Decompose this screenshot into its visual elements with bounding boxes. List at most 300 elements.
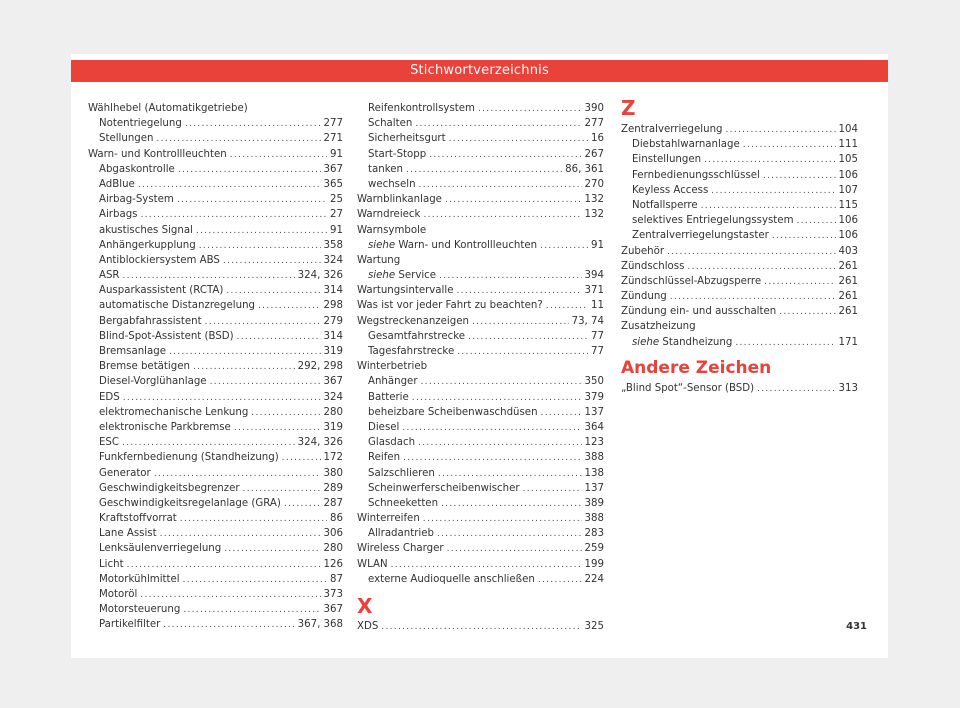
dot-leader <box>258 299 321 313</box>
dot-leader <box>177 193 327 207</box>
entry-text: EDS <box>99 391 120 403</box>
entry-text: Glasdach <box>368 437 416 449</box>
index-entry <box>88 162 343 177</box>
entry-page: 87 <box>330 573 343 585</box>
index-entry <box>88 541 343 556</box>
index-entry <box>88 116 343 131</box>
entry-page: 388 <box>584 513 604 525</box>
entry-page: 224 <box>584 573 604 585</box>
index-entry <box>357 298 604 313</box>
entry-term <box>368 162 403 177</box>
dot-leader <box>541 406 582 420</box>
entry-text: Zentralverriegelungstaster <box>632 230 769 242</box>
entry-term <box>99 557 124 572</box>
entry-text: Diebstahlwarnanlage <box>632 139 740 151</box>
entry-term <box>368 405 538 420</box>
index-entry <box>621 198 858 213</box>
entry-term <box>632 152 701 167</box>
entry-text: akustisches Signal <box>99 224 193 236</box>
entry-page: 16 <box>591 133 604 145</box>
entry-text: Zentralverriegelung <box>621 124 723 135</box>
dot-leader <box>726 123 836 137</box>
dot-leader <box>418 436 582 450</box>
dot-leader <box>779 305 835 319</box>
entry-term <box>99 541 221 556</box>
entry-page: 287 <box>323 497 343 509</box>
index-entry <box>621 228 858 243</box>
dot-leader <box>196 224 327 238</box>
entry-term <box>621 381 754 396</box>
entry-page: 107 <box>838 184 858 196</box>
entry-page: 325 <box>584 621 604 632</box>
index-entry <box>621 152 858 167</box>
dot-leader <box>226 284 320 298</box>
index-entry <box>88 374 343 389</box>
entry-term <box>632 335 732 350</box>
entry-term <box>632 183 708 198</box>
entry-page: 364 <box>584 421 604 433</box>
entry-page: 261 <box>838 260 858 272</box>
header-bar <box>71 60 888 82</box>
entry-term <box>632 213 794 228</box>
entry-page: 86 <box>330 513 343 525</box>
entry-term <box>357 511 420 526</box>
entry-term <box>368 268 436 283</box>
index-entry <box>357 390 604 405</box>
index-entry <box>88 238 343 253</box>
page-title: Stichwortverzeichnis <box>410 63 549 78</box>
index-column-2 <box>357 101 604 634</box>
entry-term <box>99 177 135 192</box>
index-entry <box>357 572 604 587</box>
entry-text: Antiblockiersystem ABS <box>99 254 220 266</box>
index-entry <box>88 283 343 298</box>
entry-term <box>99 238 196 253</box>
entry-page: 373 <box>323 589 343 600</box>
dot-leader <box>178 163 321 177</box>
entry-page: 270 <box>584 178 604 190</box>
entry-page: 324 <box>323 254 343 266</box>
entry-page: 280 <box>323 406 343 418</box>
index-entry <box>88 617 343 632</box>
dot-leader <box>468 330 588 344</box>
dot-leader <box>438 467 582 481</box>
entry-page: 132 <box>584 209 604 221</box>
entry-text: Start-Stopp <box>368 148 427 160</box>
index-entry <box>88 359 343 374</box>
index-entry <box>88 207 343 222</box>
entry-page: 367 <box>323 604 343 616</box>
entry-text: Tagesfahrstrecke <box>368 346 455 357</box>
entry-term <box>621 304 776 319</box>
dot-leader <box>185 117 321 131</box>
entry-page: 280 <box>323 543 343 555</box>
entry-term <box>99 298 255 313</box>
index-entry <box>357 314 604 329</box>
index-entry <box>88 314 343 329</box>
index-entry <box>88 329 343 344</box>
entry-page: 199 <box>584 558 604 570</box>
entry-term <box>357 207 420 222</box>
entry-page: 104 <box>838 124 858 135</box>
entry-term <box>99 405 248 420</box>
entry-page: 105 <box>838 154 858 166</box>
entry-text: elektromechanische Lenkung <box>99 406 249 418</box>
index-entry <box>88 390 343 405</box>
entry-text: Anhänger <box>368 376 418 388</box>
entry-term <box>632 228 769 243</box>
entry-text: Standheizung <box>662 336 733 348</box>
index-entry <box>621 213 858 228</box>
dot-leader <box>429 148 581 162</box>
entry-page: 390 <box>584 103 604 114</box>
entry-text: Warn- und Kontrollleuchten <box>398 239 538 251</box>
entry-term <box>99 435 119 450</box>
entry-text: Winterreifen <box>357 513 420 525</box>
entry-text: Generator <box>99 467 151 479</box>
index-entry <box>357 162 604 177</box>
index-entry <box>88 147 343 162</box>
entry-term <box>99 587 137 602</box>
dot-leader <box>735 336 835 350</box>
entry-text: Reifenkontrollsystem <box>368 103 475 114</box>
entry-term <box>621 244 664 259</box>
entry-page: 367, 368 <box>297 619 343 631</box>
entry-term <box>357 541 444 556</box>
index-entry <box>88 572 343 587</box>
index-entry <box>357 450 604 465</box>
entry-term <box>368 420 399 435</box>
entry-term <box>99 283 223 298</box>
index-entry: Wartung <box>357 254 401 266</box>
index-entry <box>357 557 604 572</box>
entry-term <box>357 314 469 329</box>
dot-leader <box>157 132 321 146</box>
index-entry <box>88 496 343 511</box>
dot-leader <box>127 558 321 572</box>
entry-term <box>357 192 442 207</box>
entry-page: 319 <box>323 421 343 433</box>
entry-page: 171 <box>838 336 858 348</box>
index-entry <box>621 259 858 274</box>
entry-text: selektives Entriegelungssystem <box>632 215 794 227</box>
dot-leader <box>546 299 588 313</box>
entry-page: 123 <box>584 437 604 449</box>
index-entry <box>357 496 604 511</box>
entry-term <box>99 344 166 359</box>
entry-term <box>99 481 240 496</box>
index-entry <box>88 466 343 481</box>
dot-leader <box>540 239 588 253</box>
index-entry <box>88 223 343 238</box>
index-entry <box>357 541 604 556</box>
index-entry <box>621 183 858 198</box>
dot-leader <box>224 542 320 556</box>
entry-page: 138 <box>584 467 604 479</box>
entry-text: Zündung ein- und ausschalten <box>621 306 777 318</box>
entry-text: Zündung <box>621 291 667 303</box>
entry-text: Diesel <box>368 421 400 433</box>
dot-leader <box>183 573 327 587</box>
entry-term <box>99 268 120 283</box>
entry-term <box>88 147 227 162</box>
entry-text: XDS <box>357 621 379 632</box>
entry-text: automatische Distanzregelung <box>99 300 255 312</box>
dot-leader <box>412 391 582 405</box>
entry-term <box>368 374 418 389</box>
entry-page: 371 <box>584 285 604 297</box>
entry-term <box>357 283 453 298</box>
entry-page: 73, 74 <box>571 315 604 327</box>
entry-page: 137 <box>584 406 604 418</box>
dot-leader <box>437 527 582 541</box>
entry-text: Keyless Access <box>632 184 709 196</box>
entry-page: 314 <box>323 285 343 297</box>
index-entry <box>88 557 343 572</box>
dot-leader <box>406 163 562 177</box>
index-entry <box>357 466 604 481</box>
entry-page: 319 <box>323 346 343 357</box>
entry-page: 261 <box>838 275 858 287</box>
dot-leader <box>122 436 295 450</box>
dot-leader <box>199 239 321 253</box>
index-column-1 <box>88 101 343 633</box>
dot-leader <box>140 208 327 222</box>
dot-leader <box>205 315 321 329</box>
index-entry <box>88 526 343 541</box>
index-column-3 <box>621 96 858 396</box>
entry-page: 306 <box>323 528 343 540</box>
dot-leader <box>797 214 836 228</box>
index-entry <box>88 450 343 465</box>
index-entry <box>621 304 858 319</box>
index-entry <box>357 238 604 253</box>
entry-page: 132 <box>584 194 604 206</box>
dot-leader <box>421 375 582 389</box>
entry-term <box>368 116 412 131</box>
entry-page: 86, 361 <box>565 163 604 175</box>
dot-leader <box>764 275 835 289</box>
entry-text: Bremse betätigen <box>99 361 190 373</box>
index-entry <box>357 177 604 192</box>
index-entry <box>357 511 604 526</box>
entry-page: 77 <box>591 330 604 342</box>
dot-leader <box>381 620 581 634</box>
entry-term <box>99 466 151 481</box>
entry-term <box>368 131 446 146</box>
entry-page: 172 <box>323 452 343 464</box>
entry-term <box>368 344 454 359</box>
index-entry <box>621 335 858 350</box>
dot-leader <box>419 178 582 192</box>
entry-text: Airbag-System <box>99 194 174 206</box>
index-entry <box>357 329 604 344</box>
index-entry <box>357 420 604 435</box>
entry-term <box>368 526 434 541</box>
index-entry <box>357 192 604 207</box>
entry-page: 27 <box>330 209 343 221</box>
entry-page: 91 <box>330 224 343 236</box>
index-entry <box>621 244 858 259</box>
dot-leader <box>160 527 321 541</box>
entry-page: 365 <box>323 178 343 190</box>
dot-leader <box>457 345 588 359</box>
entry-term <box>99 329 234 344</box>
index-entry <box>357 435 604 450</box>
entry-text: wechseln <box>368 178 416 190</box>
dot-leader <box>237 330 321 344</box>
index-entry: Winterbetrieb <box>357 361 428 373</box>
entry-page: 394 <box>584 270 604 282</box>
index-entry <box>88 268 343 283</box>
index-entry <box>357 101 604 116</box>
col2-entries-bottom <box>357 619 604 634</box>
index-entry <box>88 420 343 435</box>
entry-page: 403 <box>838 245 858 257</box>
dot-leader <box>445 193 582 207</box>
entry-term <box>368 238 537 253</box>
entry-text: Kraftstoffvorrat <box>99 513 177 525</box>
entry-text: Wartungsintervalle <box>357 285 454 297</box>
col3-entries-top <box>621 122 858 350</box>
entry-term <box>99 526 157 541</box>
entry-page: 106 <box>838 169 858 181</box>
entry-term <box>621 259 684 274</box>
entry-text: Sicherheitsgurt <box>368 133 446 145</box>
dot-leader <box>704 153 835 167</box>
letter-heading-z: Z <box>621 96 636 120</box>
entry-term <box>357 619 378 634</box>
entry-text: Abgaskontrolle <box>99 163 175 175</box>
dot-leader <box>138 178 321 192</box>
entry-page: 11 <box>591 300 604 312</box>
entry-term <box>368 496 438 511</box>
dot-leader <box>449 132 588 146</box>
entry-text: Reifen <box>368 452 401 464</box>
dot-leader <box>447 542 582 556</box>
dot-leader <box>403 451 582 465</box>
index-entry <box>621 168 858 183</box>
entry-page: 350 <box>584 376 604 388</box>
entry-term <box>368 466 435 481</box>
entry-page: 289 <box>323 482 343 494</box>
entry-page: 313 <box>838 382 858 394</box>
entry-term <box>368 147 426 162</box>
index-entry <box>357 374 604 389</box>
entry-page: 380 <box>323 467 343 479</box>
entry-term <box>368 390 409 405</box>
dot-leader <box>154 467 321 481</box>
entry-page: 106 <box>838 230 858 242</box>
entry-text: Notentriegelung <box>99 118 182 130</box>
entry-text: WLAN <box>357 558 388 570</box>
entry-term <box>357 557 388 572</box>
entry-term <box>368 572 535 587</box>
entry-text: Scheinwerferscheibenwischer <box>368 482 520 494</box>
index-entry <box>357 405 604 420</box>
entry-text: Salzschlieren <box>368 467 435 479</box>
dot-leader <box>402 421 581 435</box>
entry-page: 389 <box>584 497 604 509</box>
entry-term <box>99 390 120 405</box>
entry-page: 277 <box>323 118 343 130</box>
entry-text: Lenksäulenverriegelung <box>99 543 222 555</box>
entry-page: 91 <box>330 148 343 160</box>
dot-leader <box>282 451 321 465</box>
entry-term <box>621 289 667 304</box>
dot-leader <box>441 497 582 511</box>
dot-leader <box>169 345 321 359</box>
entry-term <box>99 162 175 177</box>
index-entry <box>621 137 858 152</box>
index-entry: Wählhebel (Automatikgetriebe) <box>88 103 248 114</box>
index-entry <box>88 131 343 146</box>
col3-entries-bottom <box>621 381 858 396</box>
entry-text: „Blind Spot“-Sensor (BSD) <box>621 382 755 394</box>
entry-text: Einstellungen <box>632 154 702 166</box>
dot-leader <box>472 315 569 329</box>
dot-leader <box>423 512 582 526</box>
entry-text: AdBlue <box>99 178 135 190</box>
entry-text: Licht <box>99 558 124 570</box>
entry-term <box>357 298 543 313</box>
entry-term <box>621 122 723 137</box>
index-entry <box>88 405 343 420</box>
entry-page: 324 <box>323 391 343 403</box>
entry-see-prefix: siehe <box>368 239 396 251</box>
index-entry <box>357 344 604 359</box>
entry-term <box>99 511 177 526</box>
entry-text: Geschwindigkeitsbegrenzer <box>99 482 240 494</box>
entry-text: Was ist vor jeder Fahrt zu beachten? <box>357 300 543 312</box>
index-entry <box>357 619 604 634</box>
dot-leader <box>193 360 295 374</box>
index-entry <box>88 177 343 192</box>
entry-page: 106 <box>838 215 858 227</box>
entry-text: Stellungen <box>99 133 154 145</box>
entry-page: 324, 326 <box>297 270 343 282</box>
entry-page: 358 <box>323 239 343 251</box>
entry-term <box>632 137 740 152</box>
index-entry <box>88 435 343 450</box>
dot-leader <box>743 138 836 152</box>
index-entry <box>357 283 604 298</box>
entry-term <box>99 450 279 465</box>
index-entry <box>357 147 604 162</box>
dot-leader <box>391 558 582 572</box>
index-entry <box>357 207 604 222</box>
entry-term <box>368 450 400 465</box>
entry-term <box>99 496 281 511</box>
dot-leader <box>234 421 321 435</box>
dot-leader <box>140 588 320 602</box>
index-entry <box>357 116 604 131</box>
dot-leader <box>757 382 835 396</box>
entry-term <box>99 253 220 268</box>
entry-page: 271 <box>323 133 343 145</box>
entry-term <box>99 207 137 222</box>
entry-text: Bremsanlage <box>99 346 166 357</box>
dot-leader <box>478 102 582 116</box>
entry-see-prefix: siehe <box>632 336 660 348</box>
entry-text: Ausparkassistent (RCTA) <box>99 285 224 297</box>
entry-text: Lane Assist <box>99 528 157 540</box>
dot-leader <box>687 260 835 274</box>
entry-text: Allradantrieb <box>368 528 434 540</box>
entry-page: 115 <box>838 199 858 211</box>
entry-text: Schalten <box>368 118 413 130</box>
entry-page: 379 <box>584 391 604 403</box>
